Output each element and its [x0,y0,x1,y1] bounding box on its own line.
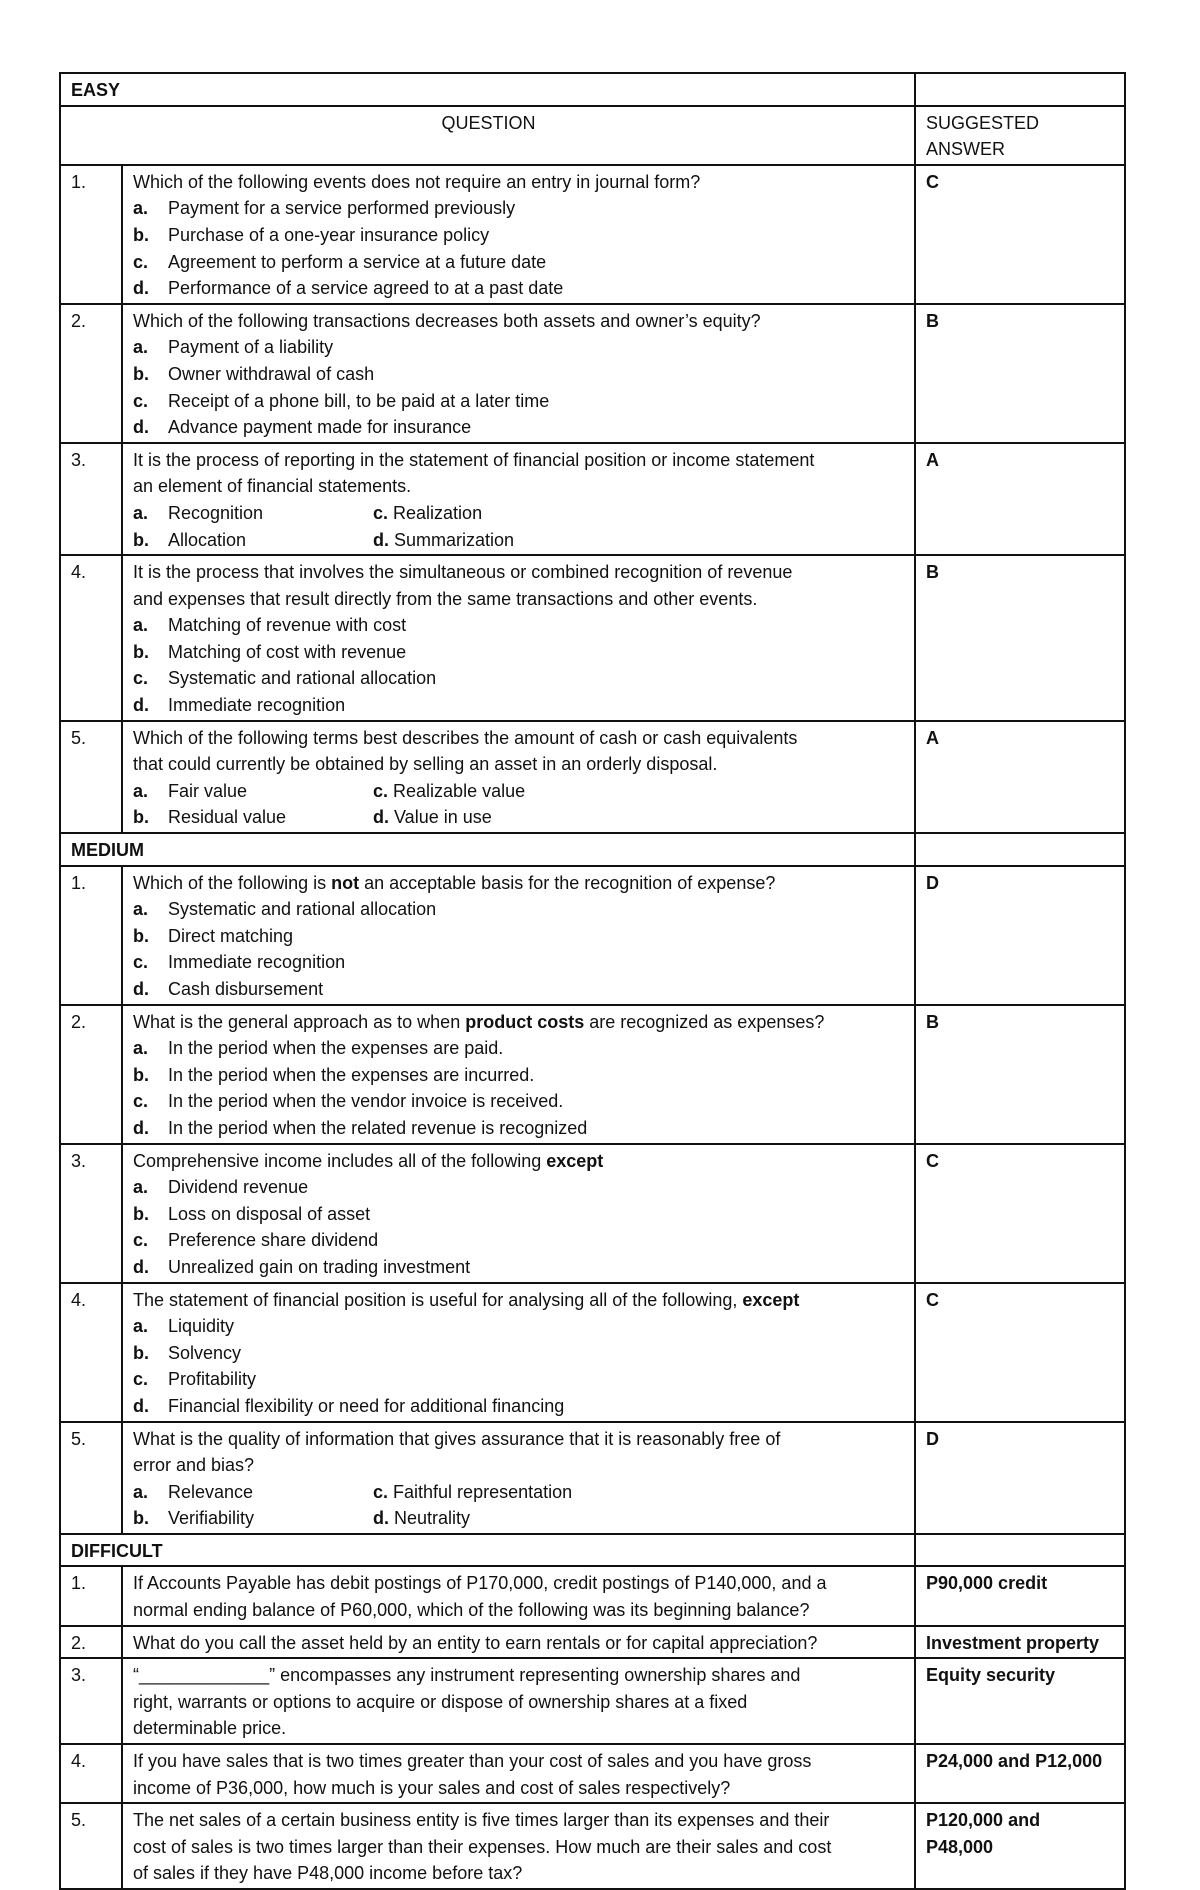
question-number: 5. [60,1803,122,1889]
question-text: The net sales of a certain business entity is five times larger than its expenses and their [133,1810,830,1831]
question-cell [122,721,915,833]
option: c. Agreement to perform a service at a future date [133,251,547,272]
question-cell [122,866,915,1005]
question-text: of sales if they have P48,000 income before tax? [133,1863,523,1884]
suggested-answer: Investment property [915,1626,1125,1659]
question-number: 3. [60,443,122,555]
table-row [60,721,1125,833]
question-cell [122,1626,915,1659]
question-header: QUESTION [60,106,915,165]
question-text: Which of the following transactions decreases both assets and owner’s equity? [133,310,761,331]
question-cell [122,1803,915,1889]
option: d. Performance of a service agreed to at a past date [133,278,564,299]
option: c. Profitability [133,1369,257,1390]
table-row [60,1803,1125,1889]
question-cell [122,1283,915,1422]
question-number: 5. [60,1422,122,1534]
question-text: income of P36,000, how much is your sales and cost of sales respectively? [133,1777,731,1798]
question-text: Which of the following events does not require an entry in journal form? [133,171,701,192]
question-number: 4. [60,1283,122,1422]
section-row-medium [60,833,1125,866]
option: b. Owner withdrawal of cash [133,363,375,384]
section-title-difficult: DIFFICULT [60,1534,915,1567]
question-text: It is the process that involves the simultaneous or combined recognition of revenue [133,562,793,583]
question-number: 1. [60,866,122,1005]
question-cell [122,1566,915,1625]
option: c. Systematic and rational allocation [133,668,437,689]
table-row [60,555,1125,721]
option: b. Purchase of a one-year insurance policy [133,224,490,245]
question-text: Comprehensive income includes all of the following except [133,1150,604,1171]
question-cell [122,1744,915,1803]
question-text: It is the process of reporting in the statement of financial position or income statement [133,449,815,470]
question-text: What do you call the asset held by an entity to earn rentals or for capital appreciation? [133,1632,818,1653]
option: b. In the period when the expenses are incurred. [133,1064,535,1085]
question-text: What is the general approach as to when product costs are recognized as expenses? [133,1011,825,1032]
suggested-answer: Equity security [915,1658,1125,1744]
question-cell [122,1144,915,1283]
suggested-answer: D [915,1422,1125,1534]
option: c. Receipt of a phone bill, to be paid at a later time [133,390,550,411]
question-number: 2. [60,304,122,443]
table-row [60,443,1125,555]
option: b. Direct matching [133,925,294,946]
suggested-answer: P90,000 credit [915,1566,1125,1625]
question-number: 2. [60,1626,122,1659]
section-title-easy: EASY [60,73,915,106]
option: a. Matching of revenue with cost [133,615,407,636]
option: c. In the period when the vendor invoice is received. [133,1091,564,1112]
question-text: right, warrants or options to acquire or dispose of ownership shares at a fixed [133,1691,748,1712]
suggested-answer: B [915,304,1125,443]
option: a. Systematic and rational allocation [133,899,437,920]
quiz-table [59,72,1126,1890]
option: b. Matching of cost with revenue [133,641,407,662]
question-number: 2. [60,1005,122,1144]
question-text: Which of the following terms best describes the amount of cash or cash equivalents [133,727,798,748]
option-pair: b. Residual value d. Value in use [133,807,492,828]
suggested-answer: C [915,165,1125,304]
question-number: 4. [60,1744,122,1803]
question-text: cost of sales is two times larger than their expenses. How much are their sales and cost [133,1836,832,1857]
question-cell [122,1422,915,1534]
option: a. Dividend revenue [133,1177,309,1198]
table-row [60,1566,1125,1625]
option: a. In the period when the expenses are paid. [133,1038,504,1059]
question-text: If you have sales that is two times greater than your cost of sales and you have gross [133,1751,812,1772]
question-number: 1. [60,165,122,304]
question-text: “_____________” encompasses any instrument representing ownership shares and [133,1665,801,1686]
section-title-medium: MEDIUM [60,833,915,866]
table-row [60,1422,1125,1534]
question-text: The statement of financial position is useful for analysing all of the following, except [133,1289,800,1310]
table-row [60,1744,1125,1803]
suggested-answer: C [915,1283,1125,1422]
suggested-answer: B [915,555,1125,721]
table-row [60,1005,1125,1144]
option-pair: a. Relevance c. Faithful representation [133,1481,573,1502]
suggested-answer: A [915,721,1125,833]
question-text: What is the quality of information that gives assurance that it is reasonably free of [133,1428,781,1449]
question-number: 1. [60,1566,122,1625]
option-pair: a. Fair value c. Realizable value [133,780,526,801]
option: a. Payment for a service performed previously [133,198,516,219]
option: d. Unrealized gain on trading investment [133,1256,471,1277]
question-text: determinable price. [133,1718,287,1739]
question-cell [122,1005,915,1144]
table-row [60,1283,1125,1422]
suggested-answer: D [915,866,1125,1005]
question-text: that could currently be obtained by selling an asset in an orderly disposal. [133,754,718,775]
option: b. Loss on disposal of asset [133,1203,371,1224]
question-number: 4. [60,555,122,721]
table-row [60,1626,1125,1659]
question-text: normal ending balance of P60,000, which of the following was its beginning balance? [133,1600,810,1621]
option-pair: a. Recognition c. Realization [133,502,483,523]
option: d. In the period when the related revenue is recognized [133,1117,588,1138]
option: d. Cash disbursement [133,979,324,999]
table-row [60,866,1125,1005]
table-row [60,165,1125,304]
table-row [60,304,1125,443]
question-cell [122,555,915,721]
option: a. Payment of a liability [133,337,334,358]
suggested-answer: A [915,443,1125,555]
suggested-answer: P24,000 and P12,000 [915,1744,1125,1803]
suggested-answer: B [915,1005,1125,1144]
option-pair: b. Verifiability d. Neutrality [133,1508,471,1529]
option: a. Liquidity [133,1316,235,1337]
answer-header: SUGGESTED ANSWER [915,106,1125,165]
question-text: and expenses that result directly from the same transactions and other events. [133,588,758,609]
section-row-difficult [60,1534,1125,1567]
question-text: error and bias? [133,1455,255,1476]
table-row [60,1658,1125,1744]
question-number: 3. [60,1144,122,1283]
question-number: 5. [60,721,122,833]
option: b. Solvency [133,1342,242,1363]
question-cell [122,165,915,304]
option: d. Advance payment made for insurance [133,417,472,438]
option: c. Preference share dividend [133,1230,379,1251]
table-row [60,1144,1125,1283]
section-row-easy [60,73,1125,106]
suggested-answer: P120,000 and P48,000 [915,1803,1125,1889]
question-cell [122,1658,915,1744]
question-cell [122,304,915,443]
question-number: 3. [60,1658,122,1744]
question-text: If Accounts Payable has debit postings of P170,000, credit postings of P140,000, and a [133,1573,827,1594]
header-row [60,106,1125,165]
suggested-answer: C [915,1144,1125,1283]
question-cell [122,443,915,555]
question-text: Which of the following is not an acceptable basis for the recognition of expense? [133,872,776,893]
question-text: an element of financial statements. [133,476,412,497]
option: d. Immediate recognition [133,695,346,716]
option: c. Immediate recognition [133,952,346,973]
option-pair: b. Allocation d. Summarization [133,529,515,550]
option: d. Financial flexibility or need for additional financing [133,1395,565,1416]
